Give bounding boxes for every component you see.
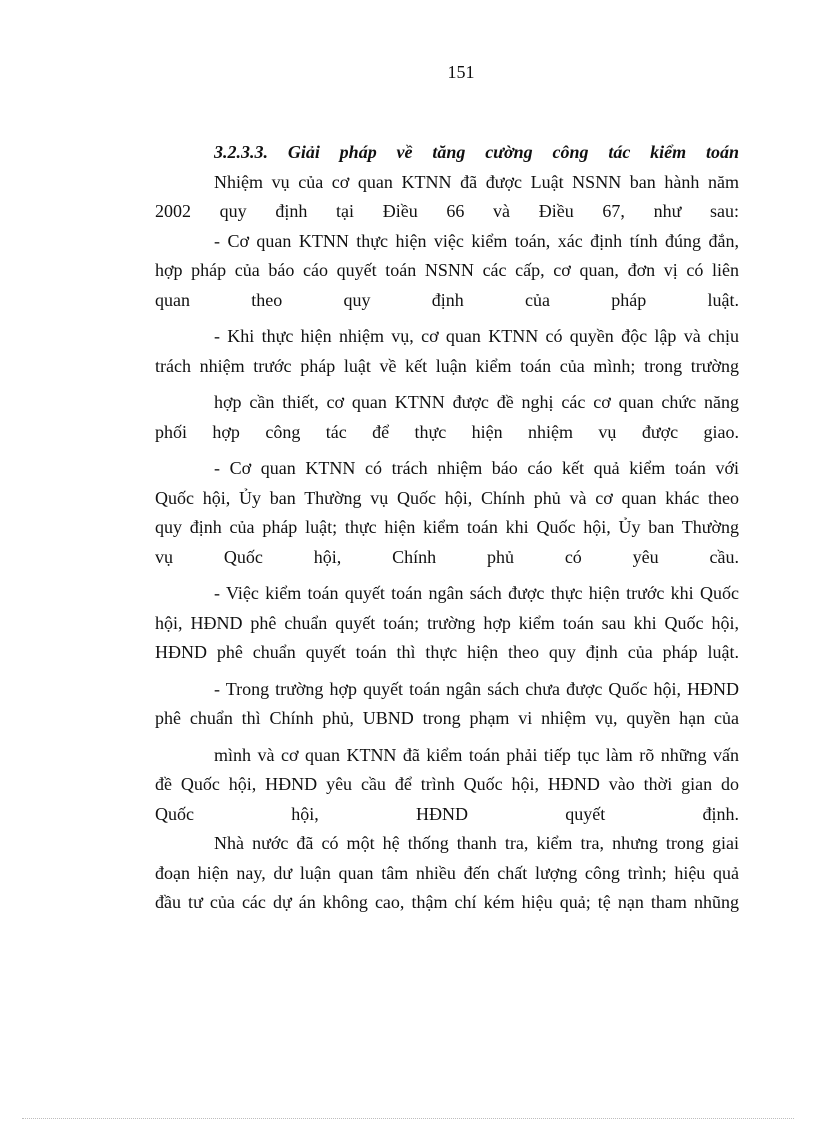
section-heading: 3.2.3.3. Giải pháp về tăng cường công tác kiểm toán xyxy=(214,142,739,162)
text-line: 2002 quy định tại Điều 66 và Điều 67, như sau: xyxy=(155,201,739,221)
paragraph-gap xyxy=(155,668,739,675)
paragraph-gap xyxy=(155,381,739,388)
text-line: mình và cơ quan KTNN đã kiểm toán phải tiếp tục làm rõ những vấn xyxy=(214,744,739,765)
text-line: - Cơ quan KTNN có trách nhiệm báo cáo kết quả kiểm toán với xyxy=(214,458,739,478)
text-line: vụ Quốc hội, Chính phủ có yêu cầu. xyxy=(155,546,739,567)
text-line: phối hợp công tác để thực hiện nhiệm vụ được giao. xyxy=(155,421,739,442)
text-line: - Trong trường hợp quyết toán ngân sách chưa được Quốc hội, HĐND xyxy=(214,678,739,699)
text-line: phê chuẩn thì Chính phủ, UBND trong phạm vi nhiệm vụ, quyền hạn của xyxy=(155,708,739,728)
text-line: hợp pháp của báo cáo quyết toán NSNN các cấp, cơ quan, đơn vị có liên xyxy=(155,260,739,280)
text-line: Quốc hội, HĐND quyết định. xyxy=(155,803,739,824)
text-line: hợp cần thiết, cơ quan KTNN được đề nghị các cơ quan chức năng xyxy=(214,392,739,412)
paragraph-gap xyxy=(155,734,739,741)
text-line: Quốc hội, Ủy ban Thường vụ Quốc hội, Chính phủ và cơ quan khác theo xyxy=(155,487,739,508)
text-line: trách nhiệm trước pháp luật về kết luận kiểm toán của mình; trong trường xyxy=(155,355,739,376)
text-line: HĐND phê chuẩn quyết toán thì thực hiện theo quy định của pháp luật. xyxy=(155,642,739,662)
page-body xyxy=(155,138,739,918)
paragraph-gap xyxy=(155,447,739,454)
text-line: hội, HĐND phê chuẩn quyết toán; trường hợp kiểm toán sau khi Quốc hội, xyxy=(155,612,739,633)
text-line: - Việc kiểm toán quyết toán ngân sách được thực hiện trước khi Quốc xyxy=(214,583,739,603)
paragraph-gap xyxy=(155,315,739,322)
text-line: - Khi thực hiện nhiệm vụ, cơ quan KTNN có quyền độc lập và chịu xyxy=(214,326,739,346)
page-bottom-divider xyxy=(22,1118,794,1119)
page-number: 151 xyxy=(447,62,475,82)
text-line: Nhiệm vụ của cơ quan KTNN đã được Luật NSNN ban hành năm xyxy=(214,171,739,192)
text-line: quy định của pháp luật; thực hiện kiểm toán khi Quốc hội, Ủy ban Thường xyxy=(155,517,739,537)
text-line: đầu tư của các dự án không cao, thậm chí kém hiệu quả; tệ nạn tham nhũng xyxy=(155,892,739,912)
text-line: đề Quốc hội, HĐND yêu cầu để trình Quốc hội, HĐND vào thời gian do xyxy=(155,774,739,794)
text-line: - Cơ quan KTNN thực hiện việc kiểm toán, xác định tính đúng đắn, xyxy=(214,230,739,251)
text-line: quan theo quy định của pháp luật. xyxy=(155,289,739,310)
text-line: đoạn hiện nay, dư luận quan tâm nhiều đến chất lượng công trình; hiệu quả xyxy=(155,862,739,883)
body-text xyxy=(155,168,739,918)
text-line: Nhà nước đã có một hệ thống thanh tra, kiểm tra, nhưng trong giai xyxy=(214,833,739,853)
paragraph-gap xyxy=(155,572,739,579)
